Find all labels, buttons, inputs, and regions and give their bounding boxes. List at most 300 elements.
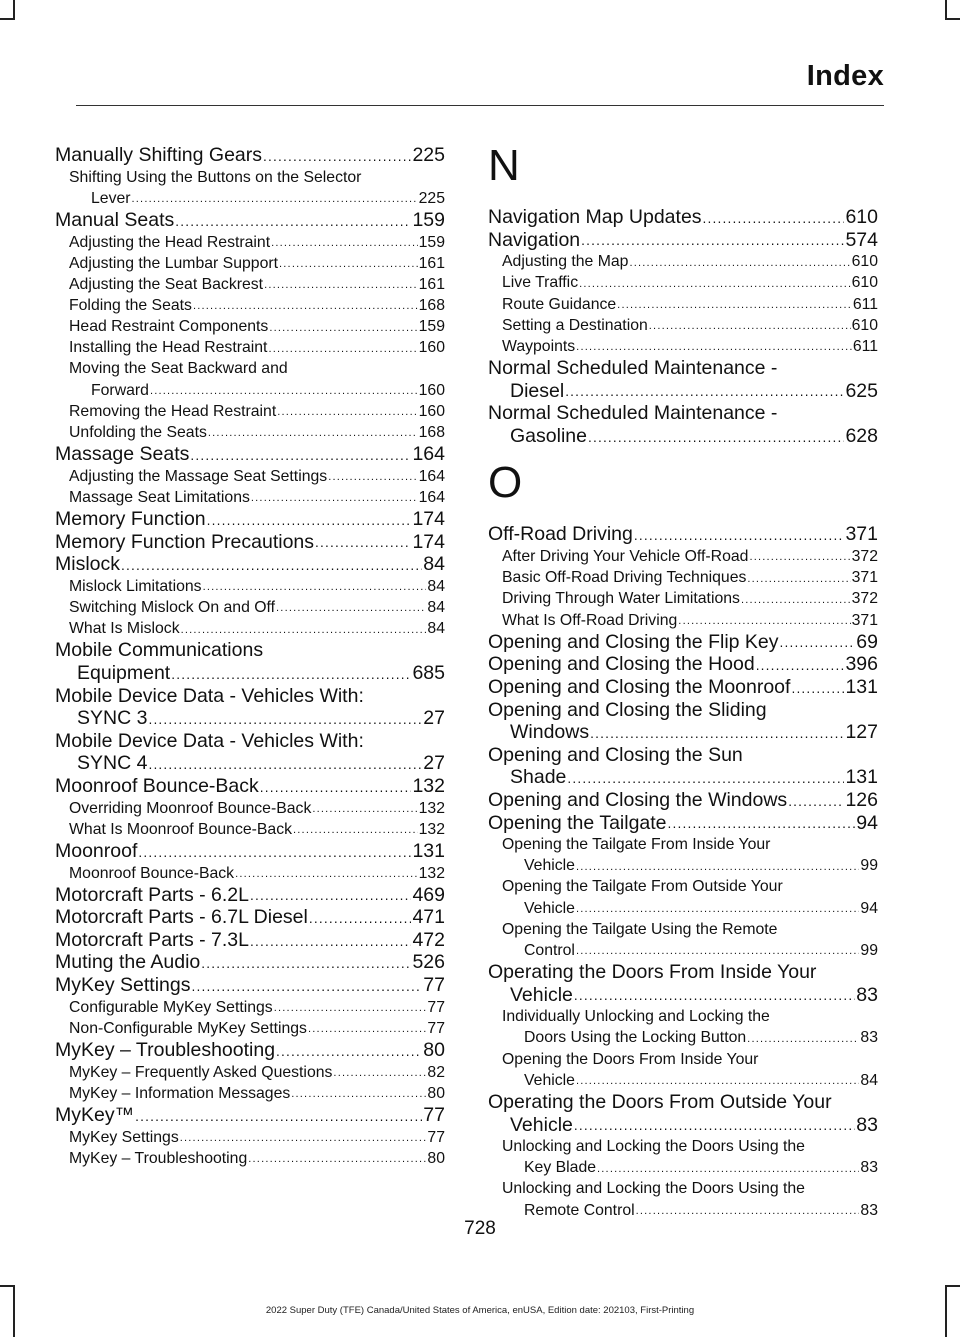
entry-label: Memory Function Precautions (55, 530, 315, 553)
entry-page-number[interactable]: 80 (423, 1039, 445, 1062)
entry-page-number[interactable]: 160 (418, 402, 445, 420)
entry-label: Moonroof Bounce-Back (69, 864, 235, 882)
index-entry[interactable] (55, 752, 445, 775)
dot-leader (138, 845, 411, 861)
index-subentry[interactable] (55, 618, 445, 639)
entry-label: Adjusting the Map (502, 253, 629, 271)
dot-leader (747, 572, 850, 587)
entry-label: MyKey – Frequently Asked Questions (69, 1063, 333, 1081)
index-subentry[interactable] (55, 487, 445, 508)
entry-label: Unfolding the Seats (69, 423, 207, 441)
index-entry[interactable] (488, 676, 878, 699)
index-entry[interactable] (488, 789, 878, 812)
entry-label: Diesel (510, 379, 565, 402)
entry-label: Moonroof (55, 839, 138, 862)
index-subentry[interactable] (488, 855, 878, 876)
entry-page-number[interactable]: 610 (845, 206, 878, 228)
index-entry[interactable] (55, 929, 445, 952)
dot-leader (235, 867, 418, 882)
dot-leader (333, 1066, 426, 1081)
entry-label: Off-Road Driving (488, 523, 633, 546)
index-entry[interactable] (55, 209, 445, 232)
dot-leader (277, 405, 417, 420)
entry-page-number[interactable]: 132 (412, 774, 445, 797)
entry-page-number[interactable]: 132 (418, 799, 445, 817)
dot-leader (565, 384, 844, 400)
entry-page-number[interactable]: 164 (412, 443, 445, 466)
index-entry[interactable] (55, 144, 445, 167)
entry-label: Route Guidance (502, 295, 617, 313)
dot-leader (574, 988, 855, 1004)
index-subentry-first-line: Opening the Tailgate Using the Remote (502, 920, 778, 938)
entry-page-number[interactable]: 69 (856, 630, 878, 653)
index-subentry[interactable] (488, 1027, 878, 1048)
entry-label: Adjusting the Massage Seat Settings (69, 467, 328, 485)
entry-label: Lever (91, 189, 131, 207)
index-subentry[interactable] (55, 1148, 445, 1169)
entry-label: Adjusting the Head Restraint (69, 233, 271, 251)
entry-label: MyKey Settings (55, 974, 191, 997)
dot-leader (588, 430, 844, 446)
dot-leader (576, 1074, 859, 1089)
index-entry[interactable] (488, 1114, 878, 1137)
entry-label: Opening and Closing the Hood (488, 653, 755, 676)
entry-label: MyKey™ (55, 1103, 135, 1126)
entry-page-number[interactable]: 99 (860, 857, 878, 875)
entry-label: MyKey – Information Messages (69, 1084, 291, 1102)
dot-leader (576, 944, 859, 959)
dot-leader (250, 888, 411, 904)
entry-page-number[interactable]: 159 (418, 233, 445, 251)
index-subentry-first-line: Opening the Doors From Inside Your (502, 1050, 759, 1068)
index-subentry[interactable] (488, 567, 878, 588)
dot-leader (132, 192, 418, 207)
index-entry[interactable] (55, 775, 445, 798)
index-subentry[interactable] (55, 1062, 445, 1083)
dot-leader (279, 257, 418, 272)
entry-page-number[interactable]: 80 (427, 1149, 445, 1167)
index-subentry[interactable] (488, 1070, 878, 1091)
crop-mark (0, 18, 15, 20)
dot-leader (634, 528, 845, 544)
dot-leader (780, 635, 856, 651)
entry-page-number[interactable]: 83 (856, 983, 878, 1006)
entry-label: MyKey – Troubleshooting (55, 1039, 276, 1062)
entry-page-number[interactable]: 94 (860, 899, 878, 917)
entry-page-number[interactable]: 84 (423, 553, 445, 576)
entry-label: Remote Control (524, 1201, 635, 1219)
dot-leader (135, 1109, 422, 1125)
entry-label: Gasoline (510, 424, 587, 447)
entry-label: Configurable MyKey Settings (69, 998, 273, 1016)
dot-leader (741, 593, 851, 608)
dot-leader (293, 823, 418, 838)
entry-page-number[interactable]: 160 (418, 381, 445, 399)
entry-page-number[interactable]: 371 (851, 611, 878, 629)
index-subentry[interactable] (55, 274, 445, 295)
entry-page-number[interactable]: 99 (860, 941, 878, 959)
section-letter: O (488, 458, 523, 508)
dot-leader (576, 340, 852, 355)
entry-page-number[interactable]: 472 (412, 928, 445, 951)
dot-leader (260, 780, 412, 796)
index-entry[interactable] (55, 906, 445, 929)
page-title: Index (806, 60, 884, 92)
entry-page-number[interactable]: 159 (418, 318, 445, 336)
entry-label: Vehicle (524, 857, 575, 875)
entry-label: Setting a Destination (502, 316, 648, 334)
page-number: 728 (464, 1218, 496, 1239)
dot-leader (207, 513, 412, 529)
dot-leader (629, 256, 850, 271)
entry-label: Doors Using the Locking Button (524, 1029, 747, 1047)
index-entry[interactable] (488, 766, 878, 789)
entry-label: What Is Off-Road Driving (502, 611, 678, 629)
entry-page-number[interactable]: 164 (418, 488, 445, 506)
entry-label: After Driving Your Vehicle Off-Road (502, 548, 749, 566)
index-subentry[interactable] (55, 1018, 445, 1039)
entry-label: Shade (510, 766, 567, 789)
dot-leader (567, 771, 844, 787)
index-entry[interactable] (55, 951, 445, 974)
entry-page-number[interactable]: 84 (427, 599, 445, 616)
entry-label: Memory Function (55, 508, 206, 531)
index-subentry-first-line: Shifting Using the Buttons on the Selector (69, 168, 362, 186)
index-subentry-first-line: Opening the Tailgate From Outside Your (502, 878, 783, 896)
index-subentry[interactable] (488, 588, 878, 609)
entry-label: Removing the Head Restraint (69, 402, 277, 420)
index-entry[interactable] (55, 974, 445, 997)
entry-page-number[interactable]: 27 (423, 707, 445, 730)
index-entry-first-line: Normal Scheduled Maintenance - (488, 402, 778, 425)
entry-label: MyKey – Troubleshooting (69, 1149, 248, 1167)
dot-leader (703, 211, 845, 227)
entry-label: Forward (91, 381, 149, 399)
entry-page-number[interactable]: 611 (852, 295, 878, 313)
entry-label: Manual Seats (55, 208, 175, 231)
index-subentry[interactable] (488, 336, 878, 357)
entry-page-number[interactable]: 131 (845, 675, 878, 698)
dot-leader (181, 623, 427, 638)
index-entry-first-line: Operating the Doors From Inside Your (488, 961, 817, 984)
entry-page-number[interactable]: 82 (427, 1063, 445, 1081)
entry-page-number[interactable]: 611 (852, 337, 878, 355)
entry-page-number[interactable]: 127 (845, 721, 878, 744)
dot-leader (291, 1087, 426, 1102)
entry-page-number[interactable]: 161 (418, 275, 445, 293)
index-subentry[interactable] (55, 401, 445, 422)
index-subentry[interactable] (488, 610, 878, 631)
index-subentry[interactable] (488, 251, 878, 272)
dot-leader (208, 426, 418, 441)
dot-leader (268, 342, 417, 357)
index-subentry[interactable] (488, 940, 878, 961)
entry-page-number[interactable]: 628 (845, 424, 878, 447)
entry-page-number[interactable]: 77 (423, 974, 445, 997)
dot-leader (263, 149, 411, 165)
crop-mark (0, 1285, 15, 1287)
entry-page-number[interactable]: 371 (851, 569, 878, 587)
index-entry[interactable] (488, 984, 878, 1007)
index-entry[interactable] (488, 523, 878, 546)
entry-label: Mislock (55, 553, 121, 576)
index-entry[interactable] (55, 531, 445, 554)
entry-label: Driving Through Water Limitations (502, 590, 740, 608)
entry-page-number[interactable]: 174 (412, 508, 445, 531)
dot-leader (576, 902, 859, 917)
dot-leader (617, 298, 852, 313)
index-subentry[interactable] (55, 316, 445, 337)
dot-leader (150, 384, 418, 399)
entry-page-number[interactable]: 526 (412, 951, 445, 974)
entry-page-number[interactable]: 164 (418, 467, 445, 485)
index-subentry[interactable] (55, 422, 445, 443)
entry-page-number[interactable]: 168 (418, 297, 445, 314)
index-subentry[interactable] (488, 272, 878, 293)
index-entry-first-line: Mobile Device Data - Vehicles With: (55, 729, 364, 752)
entry-page-number[interactable]: 83 (860, 1159, 878, 1177)
entry-label: What Is Moonroof Bounce-Back (69, 820, 293, 838)
entry-label: Control (524, 941, 575, 959)
index-entry[interactable] (488, 631, 878, 654)
entry-label: Mislock Limitations (69, 577, 202, 595)
dot-leader (264, 278, 418, 293)
entry-page-number[interactable]: 168 (418, 423, 445, 441)
entry-page-number[interactable]: 372 (851, 548, 878, 566)
entry-label: Equipment (77, 661, 171, 684)
entry-label: Adjusting the Lumbar Support (69, 254, 279, 272)
entry-page-number[interactable]: 132 (418, 864, 445, 882)
dot-leader (309, 911, 412, 927)
dot-leader (180, 1131, 427, 1146)
entry-page-number[interactable]: 371 (845, 523, 878, 546)
edition-line: 2022 Super Duty (TFE) Canada/United States of America, enUSA, Edition date: 202103, First-Printing (265, 1305, 695, 1316)
entry-label: MyKey Settings (69, 1128, 179, 1146)
dot-leader (271, 236, 418, 251)
index-subentry[interactable] (55, 188, 445, 209)
entry-label: Vehicle (510, 983, 573, 1006)
index-entry-first-line: Mobile Device Data - Vehicles With: (55, 684, 364, 707)
entry-page-number[interactable]: 160 (418, 339, 445, 357)
index-subentry[interactable] (488, 294, 878, 315)
dot-leader (579, 277, 851, 292)
dot-leader (581, 233, 844, 249)
entry-page-number[interactable]: 84 (860, 1071, 878, 1089)
entry-label: SYNC 3 (77, 707, 148, 730)
entry-label: Muting the Audio (55, 951, 201, 974)
index-subentry[interactable] (55, 295, 445, 316)
dot-leader (251, 491, 418, 506)
dot-leader (649, 319, 851, 334)
entry-label: Adjusting the Seat Backrest (69, 275, 264, 293)
entry-label: Motorcraft Parts - 6.7L Diesel (55, 906, 308, 929)
index-entry-first-line: Mobile Communications (55, 639, 264, 662)
entry-label: Motorcraft Parts - 6.2L (55, 883, 249, 906)
dot-leader (315, 535, 411, 551)
dot-leader (190, 448, 411, 464)
dot-leader (308, 1022, 426, 1037)
index-entry-first-line: Opening and Closing the Sliding (488, 698, 767, 721)
entry-page-number[interactable]: 132 (418, 820, 445, 838)
entry-label: Navigation (488, 228, 581, 251)
index-entry-first-line: Operating the Doors From Outside Your (488, 1090, 832, 1113)
entry-label: Opening and Closing the Flip Key (488, 630, 779, 653)
index-subentry[interactable] (55, 576, 445, 597)
entry-label: Opening and Closing the Moonroof (488, 675, 791, 698)
index-entry-first-line: Opening and Closing the Sun (488, 743, 743, 766)
entry-page-number[interactable]: 77 (427, 998, 445, 1016)
dot-leader (590, 726, 844, 742)
entry-label: Motorcraft Parts - 7.3L (55, 928, 249, 951)
crop-mark (945, 1285, 960, 1287)
index-entry[interactable] (55, 508, 445, 531)
entry-page-number[interactable]: 225 (418, 189, 445, 207)
dot-leader (678, 614, 850, 629)
index-subentry[interactable] (55, 863, 445, 884)
dot-leader (756, 658, 845, 674)
index-subentry[interactable] (55, 597, 445, 618)
entry-page-number[interactable]: 174 (412, 530, 445, 553)
dot-leader (668, 816, 856, 832)
index-entry[interactable] (488, 721, 878, 744)
index-subentry[interactable] (55, 819, 445, 840)
entry-page-number[interactable]: 84 (427, 620, 445, 638)
dot-leader (274, 1001, 427, 1016)
entry-label: Vehicle (510, 1113, 573, 1136)
index-entry[interactable] (488, 653, 878, 676)
entry-page-number[interactable]: 225 (412, 144, 445, 166)
entry-label: What Is Mislock (69, 620, 180, 638)
entry-page-number[interactable]: 94 (856, 811, 878, 834)
entry-label: SYNC 4 (77, 752, 148, 775)
entry-page-number[interactable]: 161 (418, 254, 445, 272)
entry-page-number[interactable]: 83 (860, 1029, 878, 1047)
dot-leader (574, 1118, 855, 1134)
index-column-left (55, 144, 445, 1169)
index-subentry[interactable] (55, 997, 445, 1018)
entry-page-number[interactable]: 131 (412, 839, 445, 862)
dot-leader (248, 1152, 426, 1167)
entry-label: Live Traffic (502, 274, 579, 292)
index-subentry[interactable] (55, 466, 445, 487)
entry-page-number[interactable]: 610 (851, 316, 878, 334)
index-subentry[interactable] (55, 232, 445, 253)
index-entry[interactable] (488, 812, 878, 835)
entry-label: Manually Shifting Gears (55, 144, 263, 166)
entry-page-number[interactable]: 131 (845, 766, 878, 789)
entry-page-number[interactable]: 625 (845, 379, 878, 402)
dot-leader (121, 558, 422, 574)
entry-page-number[interactable]: 610 (851, 274, 878, 292)
entry-page-number[interactable]: 372 (851, 590, 878, 608)
entry-page-number[interactable]: 574 (845, 228, 878, 251)
dot-leader (250, 934, 411, 950)
entry-label: Waypoints (502, 337, 576, 355)
index-subentry[interactable] (488, 315, 878, 336)
entry-page-number[interactable]: 396 (845, 653, 878, 676)
entry-page-number[interactable]: 471 (412, 906, 445, 929)
dot-leader (191, 979, 422, 995)
index-subentry[interactable] (55, 798, 445, 819)
entry-page-number[interactable]: 159 (412, 208, 445, 231)
dot-leader (171, 667, 411, 683)
index-subentry[interactable] (55, 1127, 445, 1148)
entry-label: Head Restraint Components (69, 318, 269, 336)
dot-leader (788, 794, 844, 810)
entry-page-number[interactable]: 83 (856, 1113, 878, 1136)
index-entry[interactable] (55, 553, 445, 576)
entry-page-number[interactable]: 126 (845, 788, 878, 811)
dot-leader (276, 1044, 422, 1060)
index-subentry-first-line: Individually Unlocking and Locking the (502, 1008, 770, 1026)
entry-label: Moonroof Bounce-Back (55, 774, 259, 797)
index-entry[interactable] (55, 443, 445, 466)
index-entry[interactable] (488, 206, 878, 229)
index-subentry[interactable] (55, 337, 445, 358)
entry-label: Navigation Map Updates (488, 206, 702, 228)
entry-page-number[interactable]: 685 (412, 661, 445, 684)
dot-leader (747, 1032, 859, 1047)
entry-page-number[interactable]: 610 (851, 253, 878, 271)
entry-label: Non-Configurable MyKey Settings (69, 1019, 307, 1037)
section-letter: N (488, 141, 520, 190)
dot-leader (328, 470, 417, 485)
index-entry[interactable] (55, 707, 445, 730)
dot-leader (269, 321, 417, 336)
index-entry[interactable] (55, 1039, 445, 1062)
entry-page-number[interactable]: 77 (427, 1128, 445, 1146)
entry-label: Installing the Head Restraint (69, 339, 268, 357)
entry-page-number[interactable]: 80 (427, 1084, 445, 1102)
index-subentry[interactable] (488, 1157, 878, 1178)
entry-label: Key Blade (524, 1159, 597, 1177)
dot-leader (148, 757, 422, 773)
entry-page-number[interactable]: 77 (423, 1103, 445, 1126)
index-entry[interactable] (55, 884, 445, 907)
crop-mark (945, 0, 947, 20)
entry-label: Folding the Seats (69, 297, 192, 314)
entry-page-number[interactable]: 27 (423, 752, 445, 775)
entry-label: Basic Off-Road Driving Techniques (502, 569, 747, 587)
index-subentry[interactable] (488, 546, 878, 567)
index-column-right (488, 141, 878, 1221)
index-entry[interactable] (488, 425, 878, 448)
index-entry[interactable] (488, 229, 878, 252)
dot-leader (312, 802, 417, 817)
dot-leader (276, 601, 426, 616)
entry-page-number[interactable]: 77 (427, 1019, 445, 1037)
title-divider (76, 105, 884, 106)
index-entry-first-line: Normal Scheduled Maintenance - (488, 357, 778, 379)
index-subentry[interactable] (488, 898, 878, 919)
index-subentry-first-line: Moving the Seat Backward and (69, 360, 288, 378)
entry-label: Massage Seat Limitations (69, 488, 250, 506)
index-entry[interactable] (55, 662, 445, 685)
dot-leader (636, 1204, 860, 1219)
entry-page-number[interactable]: 469 (412, 883, 445, 906)
entry-label: Opening the Tailgate (488, 811, 667, 834)
index-subentry[interactable] (55, 253, 445, 274)
index-entry[interactable] (488, 380, 878, 403)
index-subentry[interactable] (55, 380, 445, 401)
index-entry[interactable] (55, 840, 445, 863)
entry-page-number[interactable]: 83 (860, 1201, 878, 1219)
index-subentry[interactable] (55, 1083, 445, 1104)
dot-leader (201, 956, 411, 972)
index-entry[interactable] (55, 1104, 445, 1127)
entry-label: Vehicle (524, 1071, 575, 1089)
entry-page-number[interactable]: 84 (427, 577, 445, 595)
